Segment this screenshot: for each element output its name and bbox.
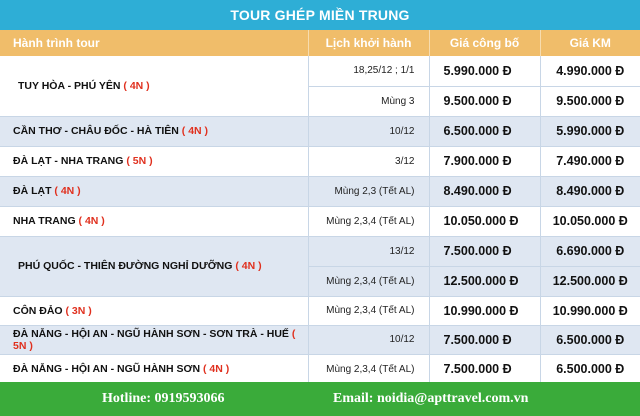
- route-name: TUY HÒA - PHÚ YÊN: [18, 79, 121, 92]
- promo-price: 6.500.000 Đ: [540, 354, 640, 384]
- column-header-price: Giá công bố: [429, 30, 540, 56]
- list-price: 7.900.000 Đ: [429, 146, 540, 176]
- route-name: ĐÀ NẴNG - HỘI AN - NGŨ HÀNH SƠN: [13, 363, 201, 375]
- route-name: ĐÀ NẴNG - HỘI AN - NGŨ HÀNH SƠN - SƠN TRÀ - HUẾ: [13, 327, 289, 340]
- list-price: 7.500.000 Đ: [429, 354, 540, 384]
- departure-date: 18,25/12 ; 1/1: [308, 56, 429, 86]
- tour-row: [0, 146, 640, 176]
- route-cell: [0, 176, 308, 206]
- tour-row: [0, 116, 640, 146]
- promo-price: 7.490.000 Đ: [540, 146, 640, 176]
- column-header-schedule: Lịch khởi hành: [308, 30, 429, 56]
- list-price: 5.990.000 Đ: [429, 56, 540, 86]
- route-duration: ( 5N ): [13, 327, 296, 352]
- route-cell: [0, 296, 308, 325]
- route-duration: ( 4N ): [181, 125, 209, 137]
- route-cell: [0, 206, 308, 236]
- departure-date: Mùng 2,3 (Tết AL): [308, 176, 429, 206]
- route-duration: ( 3N ): [65, 304, 92, 317]
- tour-row: [0, 354, 640, 384]
- route-name: ĐÀ LẠT - NHA TRANG: [13, 155, 124, 167]
- list-price: 12.500.000 Đ: [429, 266, 540, 296]
- route-name: CẦN THƠ - CHÂU ĐỐC - HÀ TIÊN: [13, 125, 179, 137]
- departure-date: Mùng 2,3,4 (Tết AL): [308, 354, 429, 384]
- departure-date: Mùng 2,3,4 (Tết AL): [308, 206, 429, 236]
- tour-table: [0, 30, 640, 385]
- column-header-route: Hành trình tour: [0, 30, 308, 56]
- promo-price: 10.050.000 Đ: [540, 206, 640, 236]
- route-name: NHA TRANG: [13, 215, 76, 227]
- route-name: ĐÀ LẠT: [13, 185, 52, 197]
- list-price: 6.500.000 Đ: [429, 116, 540, 146]
- promo-price: 6.690.000 Đ: [540, 236, 640, 266]
- tour-rows: [0, 56, 640, 384]
- list-price: 9.500.000 Đ: [429, 86, 540, 116]
- hotline-text: Hotline: 0919593066: [102, 391, 225, 406]
- promo-price: 8.490.000 Đ: [540, 176, 640, 206]
- promo-price: 5.990.000 Đ: [540, 116, 640, 146]
- route-duration: ( 4N ): [123, 79, 150, 92]
- route-cell: [0, 116, 308, 146]
- route-duration: ( 4N ): [235, 260, 262, 272]
- route-cell: [0, 56, 308, 116]
- departure-date: Mùng 3: [308, 86, 429, 116]
- route-cell: [0, 236, 308, 296]
- tour-row: [0, 206, 640, 236]
- route-duration: ( 4N ): [202, 363, 230, 375]
- departure-date: 3/12: [308, 146, 429, 176]
- departure-date: 10/12: [308, 116, 429, 146]
- promo-price: 4.990.000 Đ: [540, 56, 640, 86]
- email-text: Email: noidia@apttravel.com.vn: [333, 391, 529, 406]
- sheet-title: TOUR GHÉP MIỀN TRUNG: [0, 0, 640, 30]
- list-price: 8.490.000 Đ: [429, 176, 540, 206]
- column-header-promo-price: Giá KM: [569, 36, 611, 50]
- route-cell: [0, 146, 308, 176]
- tour-row: [0, 56, 640, 86]
- tour-row: [0, 325, 640, 354]
- departure-date: Mùng 2,3,4 (Tết AL): [308, 296, 429, 325]
- route-name: PHÚ QUỐC - THIÊN ĐƯỜNG NGHỈ DƯỠNG: [18, 260, 233, 272]
- departure-date: 13/12: [308, 236, 429, 266]
- list-price: 7.500.000 Đ: [429, 325, 540, 354]
- contact-footer: [0, 382, 640, 416]
- list-price: 10.050.000 Đ: [429, 206, 540, 236]
- route-duration: ( 5N ): [126, 155, 153, 167]
- tour-row: [0, 236, 640, 266]
- tour-row: [0, 176, 640, 206]
- departure-date: 10/12: [308, 325, 429, 354]
- route-duration: ( 4N ): [78, 215, 105, 227]
- list-price: 7.500.000 Đ: [429, 236, 540, 266]
- route-cell: [0, 354, 308, 384]
- route-cell: [0, 325, 308, 354]
- list-price: 10.990.000 Đ: [429, 296, 540, 325]
- promo-price: 6.500.000 Đ: [540, 325, 640, 354]
- promo-price: 12.500.000 Đ: [540, 266, 640, 296]
- promo-price: 10.990.000 Đ: [540, 296, 640, 325]
- route-name: CÔN ĐẢO: [13, 304, 63, 317]
- tour-row: [0, 296, 640, 325]
- promo-price: 9.500.000 Đ: [540, 86, 640, 116]
- route-duration: ( 4N ): [54, 185, 81, 197]
- departure-date: Mùng 2,3,4 (Tết AL): [308, 266, 429, 296]
